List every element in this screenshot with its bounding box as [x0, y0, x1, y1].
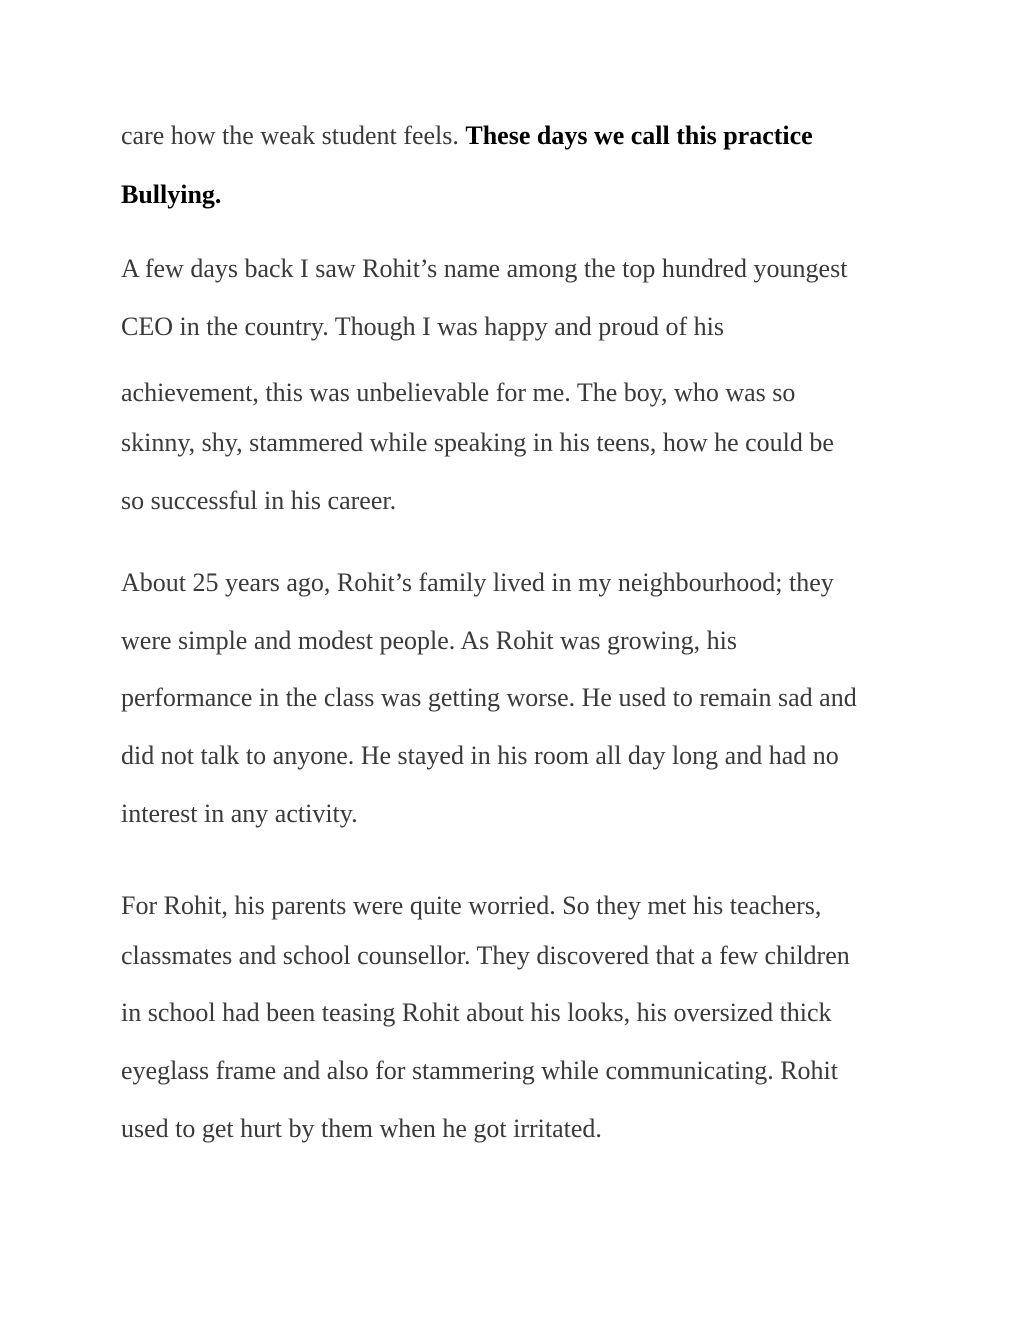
- paragraph-3-line-3: performance in the class was getting worse. He used to remain sad and: [121, 683, 857, 712]
- paragraph-3-line-4: did not talk to anyone. He stayed in his room all day long and had no: [121, 741, 839, 770]
- paragraph-3-line-5: interest in any activity.: [121, 799, 358, 828]
- paragraph-3-line-1: About 25 years ago, Rohit’s family lived in my neighbourhood; they: [121, 568, 834, 597]
- paragraph-2-line-5: so successful in his career.: [121, 486, 397, 515]
- paragraph-2-line-4: skinny, shy, stammered while speaking in his teens, how he could be: [121, 428, 834, 457]
- paragraph-2-line-2: CEO in the country. Though I was happy and proud of his: [121, 312, 724, 341]
- paragraph-1-line-2: Bullying.: [121, 180, 222, 209]
- paragraph-3-line-2: were simple and modest people. As Rohit was growing, his: [121, 626, 737, 655]
- paragraph-1-bold-text: These days we call this practice: [465, 121, 813, 150]
- paragraph-1-plain-text: care how the weak student feels.: [121, 121, 466, 150]
- paragraph-4-line-3: in school had been teasing Rohit about his looks, his oversized thick: [121, 998, 832, 1027]
- paragraph-4-line-2: classmates and school counsellor. They discovered that a few children: [121, 941, 850, 970]
- paragraph-4-line-5: used to get hurt by them when he got irritated.: [121, 1114, 602, 1143]
- paragraph-4-line-4: eyeglass frame and also for stammering while communicating. Rohit: [121, 1056, 838, 1085]
- paragraph-2-line-1: A few days back I saw Rohit’s name among the top hundred youngest: [121, 254, 848, 283]
- paragraph-1-line-1: [121, 121, 813, 151]
- paragraph-2-line-3: achievement, this was unbelievable for me. The boy, who was so: [121, 378, 796, 407]
- paragraph-4-line-1: For Rohit, his parents were quite worried. So they met his teachers,: [121, 891, 822, 920]
